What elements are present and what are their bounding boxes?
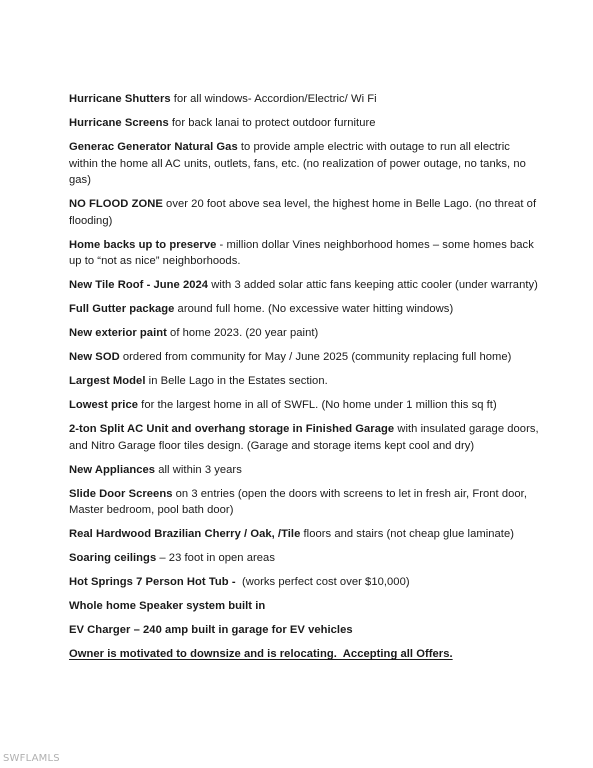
feature-detail: for back lanai to protect outdoor furniture: [168, 117, 376, 129]
feature-item: [69, 574, 539, 591]
feature-title: Whole home Speaker system built in: [69, 600, 266, 612]
feature-detail: over 20 foot above sea level, the highest home in Belle Lago. (no threat of flooding): [69, 198, 537, 227]
feature-title: Lowest price: [69, 399, 138, 411]
feature-title: New Appliances: [69, 463, 156, 476]
feature-detail: in Belle Lago in the Estates section.: [145, 375, 328, 387]
feature-detail: ordered from community for May / June 2025 (community replacing full home): [119, 351, 512, 363]
feature-title: Largest Model: [69, 375, 146, 387]
feature-title: Generac Generator Natural Gas: [69, 141, 238, 153]
feature-detail: all within 3 years: [155, 463, 242, 476]
feature-item: [69, 550, 539, 567]
feature-item: [69, 277, 539, 294]
feature-title: New exterior paint: [69, 327, 167, 339]
feature-detail: around full home. (No excessive water hitting windows): [174, 303, 454, 315]
mls-watermark: SWFLAMLS: [3, 753, 60, 764]
feature-title: New SOD: [69, 351, 120, 363]
feature-item: [69, 325, 539, 342]
feature-detail: with insulated garage doors, and Nitro Garage floor tiles design. (Garage and storage items kept cool and dry): [69, 423, 539, 452]
feature-title: EV Charger – 240 amp built in garage for EV vehicles: [69, 624, 353, 636]
feature-detail: with 3 added solar attic fans keeping attic cooler (under warranty): [208, 279, 538, 291]
feature-list: [69, 91, 539, 670]
feature-item: [69, 421, 539, 454]
feature-detail: floors and stairs (not cheap glue laminate): [300, 528, 514, 540]
feature-item: [69, 622, 539, 639]
feature-detail: of home 2023. (20 year paint): [166, 327, 319, 339]
feature-title: Hurricane Screens: [69, 117, 169, 129]
feature-item: [69, 301, 539, 318]
feature-title: Hurricane Shutters: [69, 93, 171, 105]
feature-item: [69, 349, 539, 366]
feature-detail: for all windows- Accordion/Electric/ Wi Fi: [170, 93, 377, 105]
feature-item: [69, 115, 539, 132]
feature-title: NO FLOOD ZONE: [69, 198, 163, 210]
feature-item: [69, 139, 539, 189]
closing-statement: Owner is motivated to downsize and is relocating. Accepting all Offers.: [69, 648, 453, 660]
feature-item: [69, 196, 539, 229]
feature-detail: on 3 entries (open the doors with screens to let in fresh air, Front door, Master bedroom, pool bath door): [69, 487, 527, 516]
feature-title: Home backs up to preserve: [69, 238, 217, 251]
feature-title: Slide Door Screens: [69, 487, 173, 500]
feature-item: [69, 237, 539, 270]
feature-item: [69, 397, 539, 414]
feature-title: 2-ton Split AC Unit and overhang storage in Finished Garage: [69, 423, 395, 435]
feature-item: [69, 486, 539, 519]
feature-item: [69, 598, 539, 615]
feature-title: Real Hardwood Brazilian Cherry / Oak, /Tile: [69, 528, 301, 540]
feature-detail: to provide ample electric with outage to run all electric within the home all AC units, outlets, fans, etc. (no realization of power outage, no tanks, no gas): [69, 141, 526, 186]
feature-item: [69, 526, 539, 543]
feature-detail: – 23 foot in open areas: [156, 552, 275, 564]
feature-item: [69, 91, 539, 108]
feature-title: Hot Springs 7 Person Hot Tub -: [69, 576, 236, 588]
feature-detail: for the largest home in all of SWFL. (No home under 1 million this sq ft): [138, 399, 497, 411]
feature-title: Soaring ceilings: [69, 552, 157, 564]
feature-item: [69, 462, 539, 479]
feature-detail: - million dollar Vines neighborhood homes – some homes back up to “not as nice” neighborhoods.: [69, 238, 534, 267]
feature-title: New Tile Roof - June 2024: [69, 279, 209, 291]
feature-item: [69, 373, 539, 390]
feature-title: Full Gutter package: [69, 303, 175, 315]
feature-detail: (works perfect cost over $10,000): [235, 576, 410, 588]
